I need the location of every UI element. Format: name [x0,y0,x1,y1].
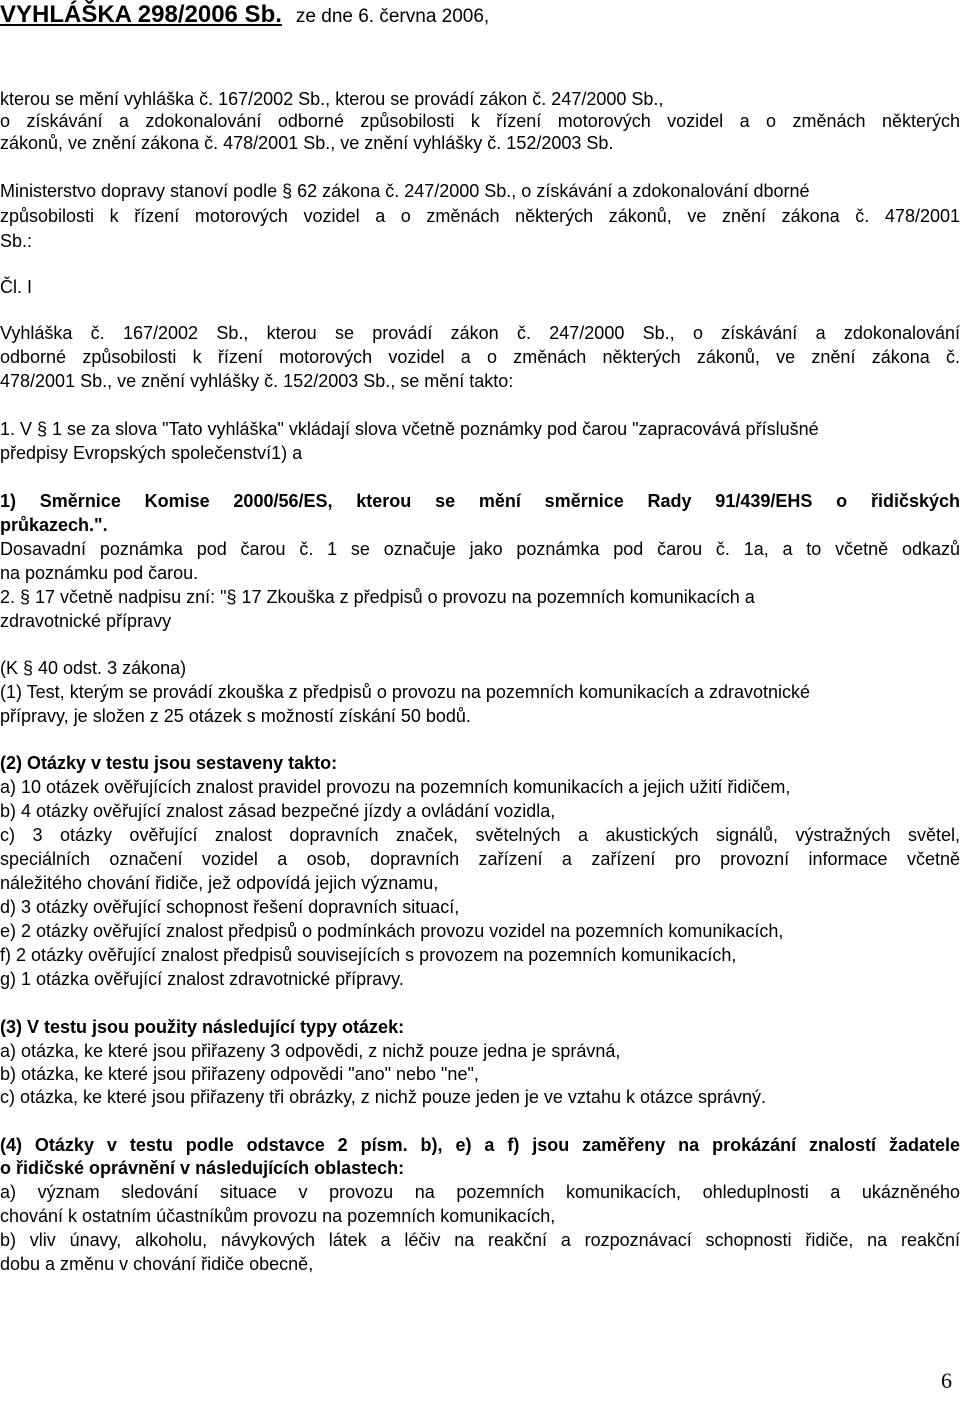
old-note-line: na poznámku pod čarou. [0,563,199,583]
paragraph-1-line: (1) Test, kterým se provádí zkouška z předpisů o provozu na pozemních komunikacích a zdravotnické [0,682,811,702]
paragraph-4-line: b) vliv únavy, alkoholu, návykových látek a léčiv na reakční a rozpoznávací schopnosti řidiče, na reakční [0,1230,960,1250]
paragraph-3-line: a) otázka, ke které jsou přiřazeny 3 odpovědi, z nichž pouze jedna je správná, [0,1041,621,1061]
paragraph-3-line: b) otázka, ke které jsou přiřazeny odpovědi "ano" nebo "ne", [0,1064,479,1084]
section-sign: § [37,419,48,439]
section-sign: § [20,587,31,607]
reference-line: (K § 40 odst. 3 zákona) [0,658,187,678]
paragraph-2-line: e) 2 otázky ověřující znalost předpisů o podmínkách provozu vozidel na pozemních komunikacích, [0,921,784,941]
point-1-line: 1. V § 1 se za slova "Tato vyhláška" vkládají slova včetně poznámky pod čarou "zapracovává příslušné [0,419,819,439]
paragraph-1-line: přípravy, je složen z 25 otázek s možností získání 50 bodů. [0,706,471,726]
paragraph-2-line: speciálních označení vozidel a osob, dopravních zařízení a zařízení pro provozní informace včetně [0,849,960,869]
footnote-line: 1) Směrnice Komise 2000/56/ES, kterou se mění směrnice Rady 91/439/EHS o řidičských [0,491,960,511]
ministry-line: Ministerstvo dopravy stanoví podle § 62 zákona č. 247/2000 Sb., o získávání a zdokonalování dborné [0,181,810,201]
intro-line: zákonů, ve znění zákona č. 478/2001 Sb., ve znění vyhlášky č. 152/2003 Sb. [0,133,614,153]
paragraph-4-line: dobu a změnu v chování řidiče obecně, [0,1254,314,1274]
ministry-line: Sb.: [0,231,33,251]
paragraph-2-line: a) 10 otázek ověřujících znalost pravidel provozu na pozemních komunikacích a jejich užití řidičem, [0,777,791,797]
footnote-line: průkazech.". [0,515,108,535]
document-title [0,0,960,32]
paragraph-4-line: chování k ostatním účastníkům provozu na pozemních komunikacích, [0,1206,556,1226]
paragraph-2-line: g) 1 otázka ověřující znalost zdravotnické přípravy. [0,969,404,989]
paragraph-3-heading: (3) V testu jsou použity následující typy otázek: [0,1017,405,1037]
article-heading: Čl. I [0,277,33,297]
amend-line: odborné způsobilosti k řízení motorových vozidel a o změnách některých zákonů, ve znění zákona č. [0,347,960,367]
point-1-line: předpisy Evropských společenství1) a [0,443,303,463]
intro-line: kterou se mění vyhláška č. 167/2002 Sb., kterou se provádí zákon č. 247/2000 Sb., [0,89,664,109]
decree-date: ze dne 6. června 2006, [295,6,490,27]
paragraph-2-line: b) 4 otázky ověřující znalost zásad bezpečné jízdy a ovládání vozidla, [0,801,556,821]
section-sign: § [226,587,237,607]
page-number: 6 [941,1368,952,1393]
decree-title: VYHLÁŠKA 298/2006 Sb. [0,1,282,28]
paragraph-4-heading: o řidičské oprávnění v následujících oblastech: [0,1158,405,1178]
point-2-line: zdravotnické přípravy [0,611,172,631]
point-2-line: 2. § 17 včetně nadpisu zní: "§ 17 Zkouška z předpisů o provozu na pozemních komunikacích a [0,587,755,607]
paragraph-3-line: c) otázka, ke které jsou přiřazeny tři obrázky, z nichž pouze jeden je ve vztahu k otázce správný. [0,1087,767,1107]
paragraph-2-line: d) 3 otázky ověřující schopnost řešení dopravních situací, [0,897,460,917]
amend-line: Vyhláška č. 167/2002 Sb., kterou se provádí zákon č. 247/2000 Sb., o získávání a zdokonalování [0,323,960,343]
paragraph-2-heading: (2) Otázky v testu jsou sestaveny takto: [0,753,338,773]
paragraph-2-line: náležitého chování řidiče, jež odpovídá jejich významu, [0,873,439,893]
amend-line: 478/2001 Sb., ve znění vyhlášky č. 152/2003 Sb., se mění takto: [0,371,514,391]
paragraph-4-line: a) význam sledování situace v provozu na pozemních komunikacích, ohleduplnosti a ukázněného [0,1182,960,1202]
old-note-line: Dosavadní poznámka pod čarou č. 1 se označuje jako poznámka pod čarou č. 1a, a to včetně odkazů [0,539,960,559]
ministry-line: způsobilosti k řízení motorových vozidel a o změnách některých zákonů, ve znění zákona č. 478/2001 [0,206,960,226]
paragraph-2-line: f) 2 otázky ověřující znalost předpisů souvisejících s provozem na pozemních komunikacích, [0,945,737,965]
intro-line: o získávání a zdokonalování odborné způsobilosti k řízení motorových vozidel a o změnách některých [0,111,960,131]
paragraph-4-heading: (4) Otázky v testu podle odstavce 2 písm. b), e) a f) jsou zaměřeny na prokázání znalostí žadatele [0,1135,960,1155]
section-sign: § [282,181,293,201]
paragraph-2-line: c) 3 otázky ověřující znalost dopravních značek, světelných a akustických signálů, výstražných světel, [0,825,960,845]
section-sign: § [23,658,34,678]
